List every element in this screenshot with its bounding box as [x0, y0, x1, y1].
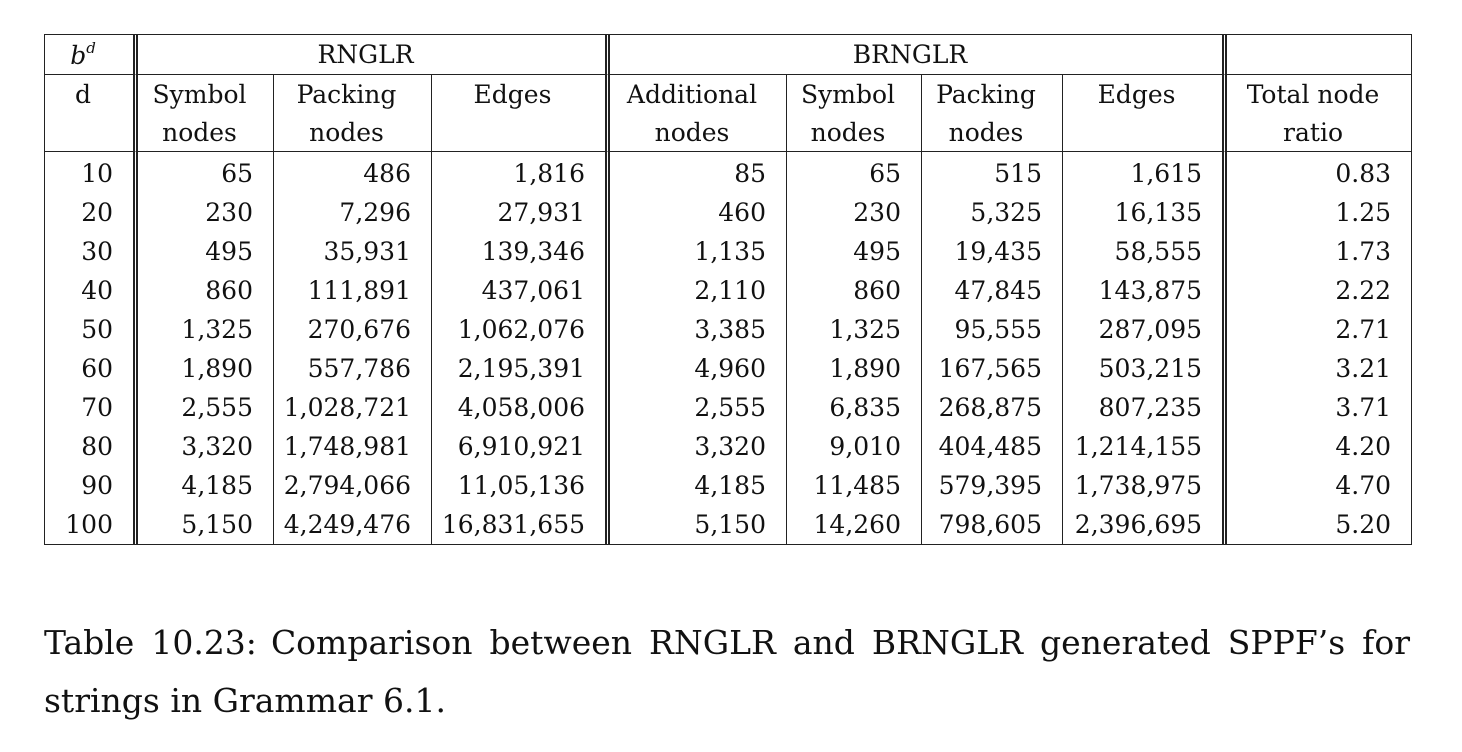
cell-ratio: 3.21 — [1335, 354, 1392, 383]
cell-ratio: 4.70 — [1335, 471, 1392, 500]
cell-rnglr-symbol: 1,890 — [138, 349, 274, 388]
cell-rnglr-edges: 2,195,391 — [432, 349, 610, 388]
cell-brnglr-edges: 1,738,975 — [1063, 466, 1227, 505]
cell-rnglr-edges: 437,061 — [432, 271, 610, 310]
table-row — [45, 388, 1411, 427]
cell-d: 100 — [45, 505, 138, 544]
cell-ratio: 3.71 — [1335, 393, 1392, 422]
cell-d: 10 — [45, 152, 138, 193]
cell-brnglr-packing: 47,845 — [922, 271, 1063, 310]
cell-rnglr-packing: 111,891 — [274, 271, 432, 310]
cell-brnglr-symbol: 11,485 — [787, 466, 922, 505]
cell-brnglr-packing: 579,395 — [922, 466, 1063, 505]
cell-brnglr-symbol: 1,890 — [787, 349, 922, 388]
cell-brnglr-edges: 287,095 — [1063, 310, 1227, 349]
cell-rnglr-packing: 557,786 — [274, 349, 432, 388]
cell-rnglr-edges: 11,05,136 — [432, 466, 610, 505]
cell-rnglr-packing: 4,249,476 — [274, 505, 432, 544]
cell-rnglr-edges: 1,062,076 — [432, 310, 610, 349]
cell-d: 30 — [45, 232, 138, 271]
cell-brnglr-packing: 167,565 — [922, 349, 1063, 388]
cell-brnglr-symbol: 230 — [787, 193, 922, 232]
table-row — [45, 152, 1411, 193]
group-header-rnglr: RNGLR — [138, 35, 610, 75]
comparison-table-container — [44, 34, 1410, 545]
cell-rnglr-symbol: 1,325 — [138, 310, 274, 349]
cell-ratio: 1.25 — [1335, 198, 1392, 227]
cell-brnglr-packing: 19,435 — [922, 232, 1063, 271]
cell-brnglr-additional: 460 — [610, 193, 787, 232]
cell-rnglr-packing: 486 — [274, 152, 432, 193]
col-header-rnglr-symbol-line2: nodes — [138, 113, 274, 152]
cell-brnglr-edges: 807,235 — [1063, 388, 1227, 427]
table-row — [45, 349, 1411, 388]
cell-brnglr-symbol: 65 — [787, 152, 922, 193]
cell-rnglr-edges: 139,346 — [432, 232, 610, 271]
cell-rnglr-packing: 7,296 — [274, 193, 432, 232]
col-header-brnglr-symbol: Symbol — [787, 75, 922, 113]
cell-brnglr-additional: 4,185 — [610, 466, 787, 505]
cell-brnglr-packing: 404,485 — [922, 427, 1063, 466]
cell-rnglr-packing: 1,748,981 — [274, 427, 432, 466]
cell-brnglr-packing: 5,325 — [922, 193, 1063, 232]
cell-brnglr-edges: 16,135 — [1063, 193, 1227, 232]
cell-rnglr-packing: 2,794,066 — [274, 466, 432, 505]
cell-rnglr-symbol: 2,555 — [138, 388, 274, 427]
table-row — [45, 193, 1411, 232]
col-header-brnglr-edges: Edges — [1063, 75, 1227, 113]
col-header-brnglr-edges-line2 — [1063, 113, 1227, 152]
col-header-ratio: Total node — [1246, 79, 1380, 109]
cell-brnglr-edges: 1,214,155 — [1063, 427, 1227, 466]
cell-brnglr-additional: 4,960 — [610, 349, 787, 388]
table-caption — [44, 614, 1410, 730]
cell-rnglr-symbol: 3,320 — [138, 427, 274, 466]
cell-d: 80 — [45, 427, 138, 466]
group-header-brnglr: BRNGLR — [610, 35, 1227, 75]
cell-ratio: 0.83 — [1335, 159, 1392, 188]
cell-brnglr-packing: 515 — [922, 152, 1063, 193]
cell-brnglr-edges: 1,615 — [1063, 152, 1227, 193]
comparison-table — [44, 34, 1412, 545]
cell-rnglr-symbol: 4,185 — [138, 466, 274, 505]
header-row-columns-line1 — [45, 75, 1411, 113]
col-header-brnglr-packing-line2: nodes — [922, 113, 1063, 152]
table-row — [45, 232, 1411, 271]
caption-label: Table 10.23: — [44, 623, 257, 662]
table-body — [45, 152, 1411, 544]
col-header-brnglr-additional: Additional — [610, 75, 787, 113]
col-header-brnglr-packing: Packing — [922, 75, 1063, 113]
cell-brnglr-edges: 143,875 — [1063, 271, 1227, 310]
cell-rnglr-edges: 4,058,006 — [432, 388, 610, 427]
cell-d: 90 — [45, 466, 138, 505]
cell-brnglr-additional: 2,110 — [610, 271, 787, 310]
cell-rnglr-edges: 16,831,655 — [432, 505, 610, 544]
cell-brnglr-symbol: 495 — [787, 232, 922, 271]
header-row-columns-line2 — [45, 113, 1411, 152]
table-row — [45, 271, 1411, 310]
col-header-ratio-line2: ratio — [1227, 113, 1411, 152]
header-row-groups — [45, 35, 1411, 75]
col-header-rnglr-symbol: Symbol — [138, 75, 274, 113]
cell-rnglr-edges: 1,816 — [432, 152, 610, 193]
cell-d: 40 — [45, 271, 138, 310]
cell-rnglr-edges: 6,910,921 — [432, 427, 610, 466]
cell-ratio: 1.73 — [1335, 237, 1392, 266]
cell-brnglr-additional: 3,320 — [610, 427, 787, 466]
group-header-ratio-empty — [1227, 35, 1411, 75]
cell-brnglr-symbol: 1,325 — [787, 310, 922, 349]
cell-ratio: 2.71 — [1335, 315, 1392, 344]
cell-rnglr-symbol: 495 — [138, 232, 274, 271]
cell-ratio: 5.20 — [1335, 510, 1392, 539]
cell-brnglr-edges: 2,396,695 — [1063, 505, 1227, 544]
table-row — [45, 505, 1411, 544]
cell-rnglr-symbol: 5,150 — [138, 505, 274, 544]
cell-rnglr-symbol: 65 — [138, 152, 274, 193]
cell-rnglr-symbol: 230 — [138, 193, 274, 232]
cell-brnglr-symbol: 860 — [787, 271, 922, 310]
cell-ratio: 2.22 — [1335, 276, 1392, 305]
cell-d: 60 — [45, 349, 138, 388]
cell-brnglr-packing: 95,555 — [922, 310, 1063, 349]
col-header-rnglr-packing-line2: nodes — [274, 113, 432, 152]
cell-d: 20 — [45, 193, 138, 232]
cell-brnglr-packing: 268,875 — [922, 388, 1063, 427]
cell-d: 70 — [45, 388, 138, 427]
cell-ratio: 4.20 — [1335, 432, 1392, 461]
corner-exponent: d — [86, 39, 96, 57]
cell-brnglr-symbol: 9,010 — [787, 427, 922, 466]
cell-brnglr-packing: 798,605 — [922, 505, 1063, 544]
caption-text: Comparison between RNGLR and BRNGLR generated SPPF’s for strings in Grammar 6.1. — [44, 623, 1410, 720]
corner-cell — [45, 35, 138, 75]
col-header-d: d — [45, 75, 138, 113]
cell-brnglr-symbol: 6,835 — [787, 388, 922, 427]
col-header-rnglr-packing: Packing — [274, 75, 432, 113]
col-header-rnglr-edges: Edges — [432, 75, 610, 113]
cell-brnglr-additional: 5,150 — [610, 505, 787, 544]
cell-rnglr-packing: 270,676 — [274, 310, 432, 349]
table-row — [45, 310, 1411, 349]
col-header-brnglr-additional-line2: nodes — [610, 113, 787, 152]
col-header-d-line2 — [45, 113, 138, 152]
cell-rnglr-packing: 1,028,721 — [274, 388, 432, 427]
table-row — [45, 466, 1411, 505]
cell-d: 50 — [45, 310, 138, 349]
cell-brnglr-additional: 1,135 — [610, 232, 787, 271]
cell-brnglr-additional: 3,385 — [610, 310, 787, 349]
cell-brnglr-edges: 58,555 — [1063, 232, 1227, 271]
col-header-brnglr-symbol-line2: nodes — [787, 113, 922, 152]
cell-brnglr-edges: 503,215 — [1063, 349, 1227, 388]
cell-rnglr-packing: 35,931 — [274, 232, 432, 271]
corner-base: b — [70, 41, 87, 70]
cell-rnglr-symbol: 860 — [138, 271, 274, 310]
cell-brnglr-symbol: 14,260 — [787, 505, 922, 544]
cell-brnglr-additional: 2,555 — [610, 388, 787, 427]
cell-brnglr-additional: 85 — [610, 152, 787, 193]
col-header-rnglr-edges-line2 — [432, 113, 610, 152]
cell-rnglr-edges: 27,931 — [432, 193, 610, 232]
table-row — [45, 427, 1411, 466]
